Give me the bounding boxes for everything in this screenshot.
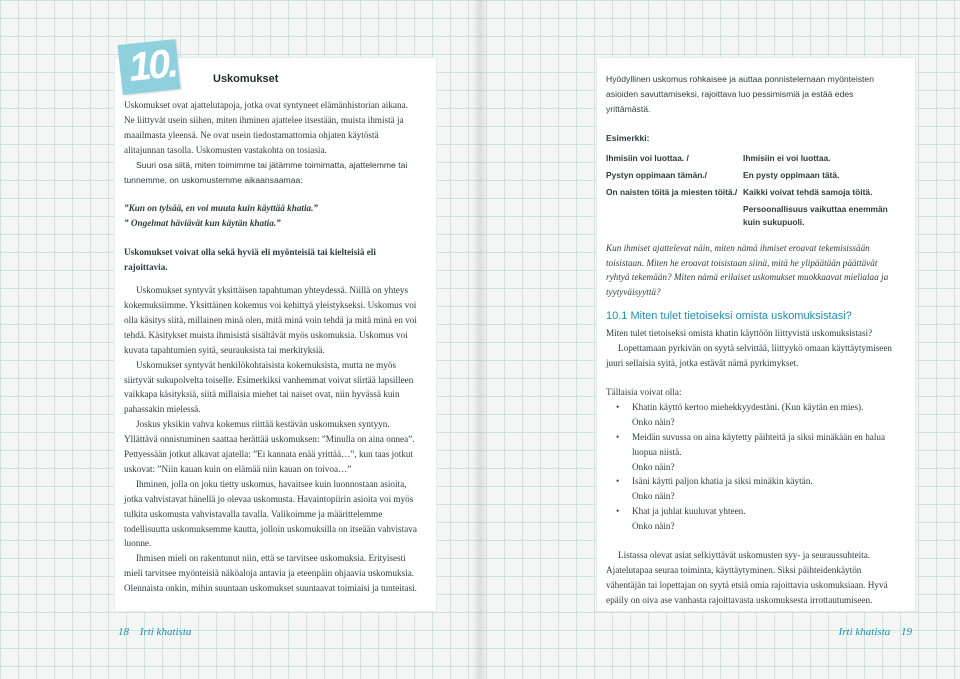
- chapter-title: Uskomukset: [213, 73, 279, 85]
- list-item-text: • Meidän suvussa on aina käytetty päihteitä ja siksi minäkään en halua luopua niistä.: [632, 431, 886, 457]
- list-item-question: Onko näin?: [632, 521, 675, 532]
- list-item-text: • Isäni käytti paljon khatia ja siksi minäkin käytän.: [632, 476, 813, 487]
- paragraph-4: Ihminen, jolla on joku tietty uskomus, havaitsee kuin luonnostaan asioita, jotka vahvistavat hänellä jo olevaa uskomusta. Havaintopiirin asioita voi myös tulkita uskomusta vahvistavalla tavalla. Valikoimme ja määrittelemme todellisuutta uskomuksemme kautta, jolloin uskomuksilla on itseään vahvistava luonne.: [124, 478, 417, 549]
- page-number-left: 18: [118, 626, 129, 638]
- examples-table: [606, 152, 898, 233]
- left-page-text: [124, 72, 420, 596]
- right-page-text: [606, 72, 898, 608]
- footer-left: [110, 626, 191, 638]
- intro-paragraph: Uskomukset ovat ajattelutapoja, jotka ovat syntyneet elämänhistorian aikana. Ne liittyvät usein siihen, miten ihminen ajattelee itsestään, muista ihmistä ja maailmasta yleensä. Ne ovat usein tiedostamattomia ohjaten käytöstä alitajunnan tasolla. Uskomusten vastakohta on tosiasia.: [124, 100, 408, 155]
- section-title: 10.1 Miten tulet tietoiseksi omista uskomuksistasi?: [606, 310, 852, 323]
- footer-title-left: Irti khatista: [139, 626, 192, 638]
- list-item: [616, 430, 898, 475]
- section-paragraph-1: Miten tulet tietoiseksi omista khatin käyttöön liittyvistä uskomuksistasi?: [606, 328, 873, 339]
- quote-2: ” Ongelmat häviävät kun käytän khatia.”: [124, 218, 281, 229]
- list-intro: Tällaisia voivat olla:: [606, 386, 682, 397]
- list-item-question: Onko näin?: [632, 416, 675, 427]
- paragraph-5: Ihmisen mieli on rakentunut niin, että se tarvitsee uskomuksia. Erityisesti mieli tarvitsee myönteisiä näköaloja antavia ja eteenpäin ohjaavia uskomuksia. Olennaista onkin, mihin suuntaan uskomukset suuntaavat toimiaisi ja tunteitasi.: [124, 553, 417, 594]
- list-item-text: • Khat ja juhlat kuuluvat yhteen.: [632, 506, 746, 517]
- page-number-right: 19: [901, 626, 912, 638]
- example-right: Ihmisiin ei voi luottaa.: [743, 152, 831, 163]
- list-item-question: Onko näin?: [632, 461, 675, 472]
- list-item-text: • Khatin käyttö kertoo miehekkyydestäni. (Kun käytän en mies).: [632, 401, 864, 412]
- example-right: Kaikki voivat tehdä samoja töitä.: [743, 186, 873, 197]
- example-left: Ihmisiin voi luottaa. /: [606, 152, 689, 163]
- list-item-question: Onko näin?: [632, 491, 675, 502]
- section-paragraph-2: Lopettamaan pyrkivän on syytä selvittää, liittyykö omaan käyttäytymiseen juuri sellaisia syitä, jotka estävät nämä pyrkimykset.: [606, 343, 893, 369]
- belief-list: [616, 400, 898, 534]
- paragraph-3: Joskus yksikin vahva kokemus riittää kestävän uskomuksen syntyyn. Yllättävä onnistuminen saattaa herättää uskomuksen: ”Minulla on aina onnea”. Pettyessään jotkut alkavat ajatella: ”Ei kannata enää yrittää…”, kun taas jotkut uskovat: ”Niin kauan kuin on elämää niin kauan on toivoa…”: [124, 419, 415, 474]
- example-left: [606, 203, 743, 229]
- example-right: Persoonallisuus vaikuttaa enemmän kuin sukupuoli.: [743, 203, 888, 227]
- quote-1: ”Kun on tylsää, en voi muuta kuin käyttää khatia.”: [124, 203, 318, 214]
- paragraph-1: Uskomukset syntyvät yksittäisen tapahtuman yhteydessä. Niillä on yhteys kokemuksiimme. Yksittäinen kokemus voi kehittyä yleistykseksi. Uskomus voi olla käsitys siitä, millainen minä olen, mitä minä voin tehdä ja mitä minä en voi tehdä. Käsitykset muista ihmisistä sisältävät myös uskomuksia. Uskomus voi kuvata tapahtumien syitä, seurauksista tai merkityksiä.: [124, 285, 417, 355]
- list-item: [616, 400, 898, 430]
- list-item: [616, 474, 898, 504]
- example-left: Pystyn oppimaan tämän./: [606, 169, 707, 180]
- bold-statement: Uskomukset voivat olla sekä hyviä eli myönteisiä tai kielteisiä eli rajoittavia.: [124, 247, 376, 273]
- list-item: [616, 504, 898, 534]
- reflection-paragraph: Kun ihmiset ajattelevat näin, miten nämä ihmiset eroavat tekemisissään toisistaan. Miten he eroavat toisistaan siinä, mitä he ylipäätään päättävät ryhtyä tekemään? Miten nämä erilaiset uskomukset muokkaavat mielialaa ja tyytyväisyyttä?: [606, 242, 889, 298]
- example-right: En pysty oppimaan tätä.: [743, 169, 840, 180]
- example-left: On naisten töitä ja miesten töitä./: [606, 186, 738, 197]
- footer-title-right: Irti khatista: [838, 626, 891, 638]
- footer-right: [839, 626, 920, 638]
- examples-title: Esimerkki:: [606, 132, 650, 143]
- closing-paragraph: Listassa olevat asiat selkiyttävät uskomusten syy- ja seuraussuhteita. Ajatelutapaa seuraa toiminta, käyttäytyminen. Siksi päihteidenkäytön vähentäjän tai lopettajan on syytä etsiä omia rajoittavia uskomuksiaan. Hyvä epäily on oiva ase vanhasta rajoittavasta uskomuksesta irrottautumiseen.: [606, 550, 888, 605]
- intro-paragraph-2: Suuri osa siitä, miten toimimme tai jätämme toimimatta, ajattelemme tai tunnemme, on uskomustemme aikaansaamaa:: [124, 159, 408, 185]
- chapter-number: 10.: [126, 41, 178, 90]
- page-gutter: [472, 0, 488, 679]
- paragraph-2: Uskomukset syntyvät henkilökohtaisista kokemuksista, mutta ne myös siirtyvät sukupolvelta toiselle. Esimerkiksi vanhemmat voivat siirtää lapsilleen vaikkapa käsityksiä, siitä millaisia miehet tai naiset ovat, niin hyvässä kuin pahassakin mielessä.: [124, 359, 414, 415]
- right-intro: Hyödyllinen uskomus rohkaisee ja auttaa ponnistelemaan myönteisten asioiden savuttamiseksi, rajoittava luo pessimismiä ja estää edes yrittämästä.: [606, 74, 874, 114]
